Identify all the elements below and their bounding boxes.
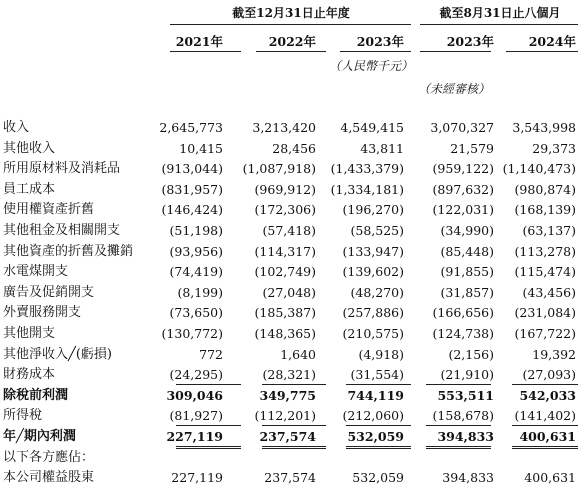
cell-2023-annual: (1,334,181) <box>330 181 404 197</box>
row-label: 廣告及促銷開支 <box>3 284 95 300</box>
total-rule <box>512 448 578 449</box>
cell-2022: (148,365) <box>254 326 316 341</box>
total-rule <box>262 425 326 426</box>
total-rule <box>346 446 411 447</box>
cell-2023-interim: (31,857) <box>440 284 494 300</box>
total-rule <box>426 384 491 385</box>
cell-2021: (146,424) <box>161 202 223 218</box>
total-rule <box>426 446 491 447</box>
year-rule-2023-interim <box>420 51 491 52</box>
total-rule <box>512 384 578 385</box>
cell-2024-interim: (231,084) <box>514 305 576 321</box>
cell-2024-interim: (43,456) <box>522 284 576 300</box>
cell-2024-interim: (113,278) <box>514 243 576 259</box>
cell-2023-annual: (257,886) <box>342 305 404 321</box>
table-row <box>0 426 582 447</box>
total-rule <box>176 425 241 426</box>
year-rule-2024-interim <box>506 51 578 52</box>
table-row <box>0 467 582 488</box>
header-rule-annual <box>170 24 411 25</box>
cell-2022: 237,574 <box>264 470 316 486</box>
cell-2023-annual: (139,602) <box>342 264 404 280</box>
cell-2024-interim: 3,543,998 <box>512 120 576 135</box>
table-row <box>0 138 582 159</box>
cell-2022: 28,456 <box>272 140 316 156</box>
cell-2021: (81,927) <box>169 408 223 424</box>
cell-2023-interim: (85,448) <box>440 243 494 259</box>
table-row <box>0 158 582 179</box>
cell-2023-annual: (4,918) <box>358 346 404 362</box>
cell-2021: (74,419) <box>169 264 223 280</box>
cell-2022: 1,640 <box>280 346 316 362</box>
total-rule <box>426 425 491 426</box>
year-header-2023-interim: 2023年 <box>446 34 494 49</box>
row-label: 其他租金及相關開支 <box>3 223 121 238</box>
cell-2022: (172,306) <box>254 202 316 218</box>
cell-2023-annual: (58,525) <box>350 223 404 238</box>
table-row <box>0 117 582 138</box>
cell-2023-annual: (133,947) <box>342 243 404 259</box>
table-row <box>0 405 582 426</box>
year-header-2021: 2021年 <box>175 34 223 49</box>
total-rule <box>512 446 578 447</box>
cell-2022: 3,213,420 <box>252 120 316 135</box>
header-rule-eight-months <box>420 24 578 25</box>
cell-2021: 227,119 <box>171 470 223 486</box>
table-row <box>0 241 582 262</box>
unaudited-note: （未經審核） <box>417 82 490 96</box>
row-label: 員工成本 <box>3 181 56 197</box>
table-row <box>0 220 582 241</box>
year-rule-2023-annual <box>340 51 411 52</box>
cell-2023-annual: 4,549,415 <box>340 120 404 135</box>
table-row <box>0 344 582 365</box>
table-row <box>0 385 582 406</box>
table-row <box>0 447 582 468</box>
cell-2021: (8,199) <box>177 284 223 300</box>
cell-2024-interim: (1,140,473) <box>502 161 576 177</box>
cell-2021: 772 <box>199 346 223 362</box>
table-row <box>0 323 582 344</box>
table-row <box>0 179 582 200</box>
table-row <box>0 364 582 385</box>
cell-2023-interim: 3,070,327 <box>430 120 494 135</box>
year-header-2023-annual: 2023年 <box>356 34 404 49</box>
cell-2024-interim: 29,373 <box>532 140 576 156</box>
total-rule <box>176 384 241 385</box>
row-label: 所得稅 <box>3 408 43 424</box>
year-rule-2022 <box>256 51 326 52</box>
table-row <box>0 282 582 303</box>
cell-2022: (969,912) <box>254 181 316 197</box>
year-header-2024-interim: 2024年 <box>528 34 576 49</box>
total-rule <box>262 448 326 449</box>
cell-2022: (114,317) <box>254 243 316 259</box>
row-label: 所用原材料及消耗品 <box>3 161 121 177</box>
row-label: 其他開支 <box>3 326 56 341</box>
row-label: 其他收入 <box>3 140 56 156</box>
cell-2023-interim: (2,156) <box>448 346 494 362</box>
total-rule <box>426 448 491 449</box>
cell-2024-interim: 542,033 <box>519 387 576 403</box>
row-label: 除稅前利潤 <box>3 387 69 403</box>
cell-2024-interim: (27,093) <box>522 367 576 383</box>
cell-2023-annual: (1,433,379) <box>330 161 404 177</box>
cell-2022: 237,574 <box>259 429 316 444</box>
cell-2021: 227,119 <box>166 429 223 444</box>
cell-2024-interim: 400,631 <box>524 470 576 486</box>
cell-2021: (51,198) <box>169 223 223 238</box>
cell-2022: (27,048) <box>262 284 316 300</box>
cell-2023-interim: (91,855) <box>440 264 494 280</box>
cell-2021: (24,295) <box>169 367 223 383</box>
cell-2024-interim: (980,874) <box>514 181 576 197</box>
table-row <box>0 261 582 282</box>
cell-2022: (28,321) <box>262 367 316 383</box>
cell-2024-interim: (115,474) <box>514 264 576 280</box>
total-rule <box>262 446 326 447</box>
cell-2023-annual: 532,059 <box>352 470 404 486</box>
period-header-eight-months: 截至8月31日止八個月 <box>439 6 561 20</box>
row-label: 外賣服務開支 <box>3 305 82 321</box>
cell-2022: (1,087,918) <box>242 161 316 177</box>
cell-2022: (185,387) <box>254 305 316 321</box>
row-label: 收入 <box>3 120 30 135</box>
table-row <box>0 199 582 220</box>
cell-2024-interim: (63,137) <box>522 223 576 238</box>
cell-2021: (913,044) <box>161 161 223 177</box>
cell-2023-interim: 553,511 <box>437 387 494 403</box>
cell-2024-interim: (167,722) <box>514 326 576 341</box>
cell-2024-interim: (168,139) <box>514 202 576 218</box>
cell-2023-annual: (48,270) <box>350 284 404 300</box>
total-rule <box>346 448 411 449</box>
cell-2024-interim: 400,631 <box>519 429 576 444</box>
cell-2022: (102,749) <box>254 264 316 280</box>
cell-2023-interim: 394,833 <box>442 470 494 486</box>
cell-2023-annual: 43,811 <box>360 140 404 156</box>
cell-2024-interim: (141,402) <box>514 408 576 424</box>
table-row <box>0 302 582 323</box>
cell-2023-annual: 532,059 <box>347 429 404 444</box>
cell-2023-annual: (31,554) <box>350 367 404 383</box>
year-rule-2021 <box>170 51 241 52</box>
row-label: 水電煤開支 <box>3 264 69 280</box>
cell-2023-annual: 744,119 <box>347 387 404 403</box>
cell-2023-interim: (959,122) <box>432 161 494 177</box>
cell-2021: 10,415 <box>179 140 223 156</box>
cell-2023-interim: (122,031) <box>432 202 494 218</box>
total-rule <box>346 425 411 426</box>
unit-note: （人民幣千元） <box>328 59 413 73</box>
cell-2023-interim: (166,656) <box>432 305 494 321</box>
cell-2023-annual: (196,270) <box>342 202 404 218</box>
cell-2022: 349,775 <box>259 387 316 403</box>
cell-2021: (130,772) <box>161 326 223 341</box>
year-header-2022: 2022年 <box>268 34 316 49</box>
cell-2023-interim: (21,910) <box>440 367 494 383</box>
row-label: 財務成本 <box>3 367 56 383</box>
cell-2021: 309,046 <box>166 387 223 403</box>
row-label: 以下各方應佔： <box>3 449 95 465</box>
period-header-annual: 截至12月31日止年度 <box>232 6 350 20</box>
cell-2023-interim: (897,632) <box>432 181 494 197</box>
total-rule <box>346 384 411 385</box>
total-rule <box>176 448 241 449</box>
total-rule <box>262 384 326 385</box>
cell-2022: (112,201) <box>254 408 316 424</box>
cell-2023-interim: 394,833 <box>437 429 494 444</box>
row-label: 使用權資產折舊 <box>3 202 95 218</box>
row-label: 其他資產的折舊及攤銷 <box>3 243 134 259</box>
cell-2024-interim: 19,392 <box>532 346 576 362</box>
row-label: 本公司權益股東 <box>3 470 95 486</box>
cell-2021: (93,956) <box>169 243 223 259</box>
cell-2021: (73,650) <box>169 305 223 321</box>
total-rule <box>512 425 578 426</box>
cell-2021: 2,645,773 <box>159 120 223 135</box>
row-label: 年╱期內利潤 <box>3 429 76 444</box>
cell-2022: (57,418) <box>262 223 316 238</box>
total-rule <box>176 446 241 447</box>
cell-2021: (831,957) <box>161 181 223 197</box>
row-label: 其他淨收入╱(虧損) <box>3 346 112 362</box>
cell-2023-interim: (34,990) <box>440 223 494 238</box>
cell-2023-interim: (124,738) <box>432 326 494 341</box>
cell-2023-interim: 21,579 <box>450 140 494 156</box>
cell-2023-annual: (210,575) <box>342 326 404 341</box>
cell-2023-interim: (158,678) <box>432 408 494 424</box>
cell-2023-annual: (212,060) <box>342 408 404 424</box>
